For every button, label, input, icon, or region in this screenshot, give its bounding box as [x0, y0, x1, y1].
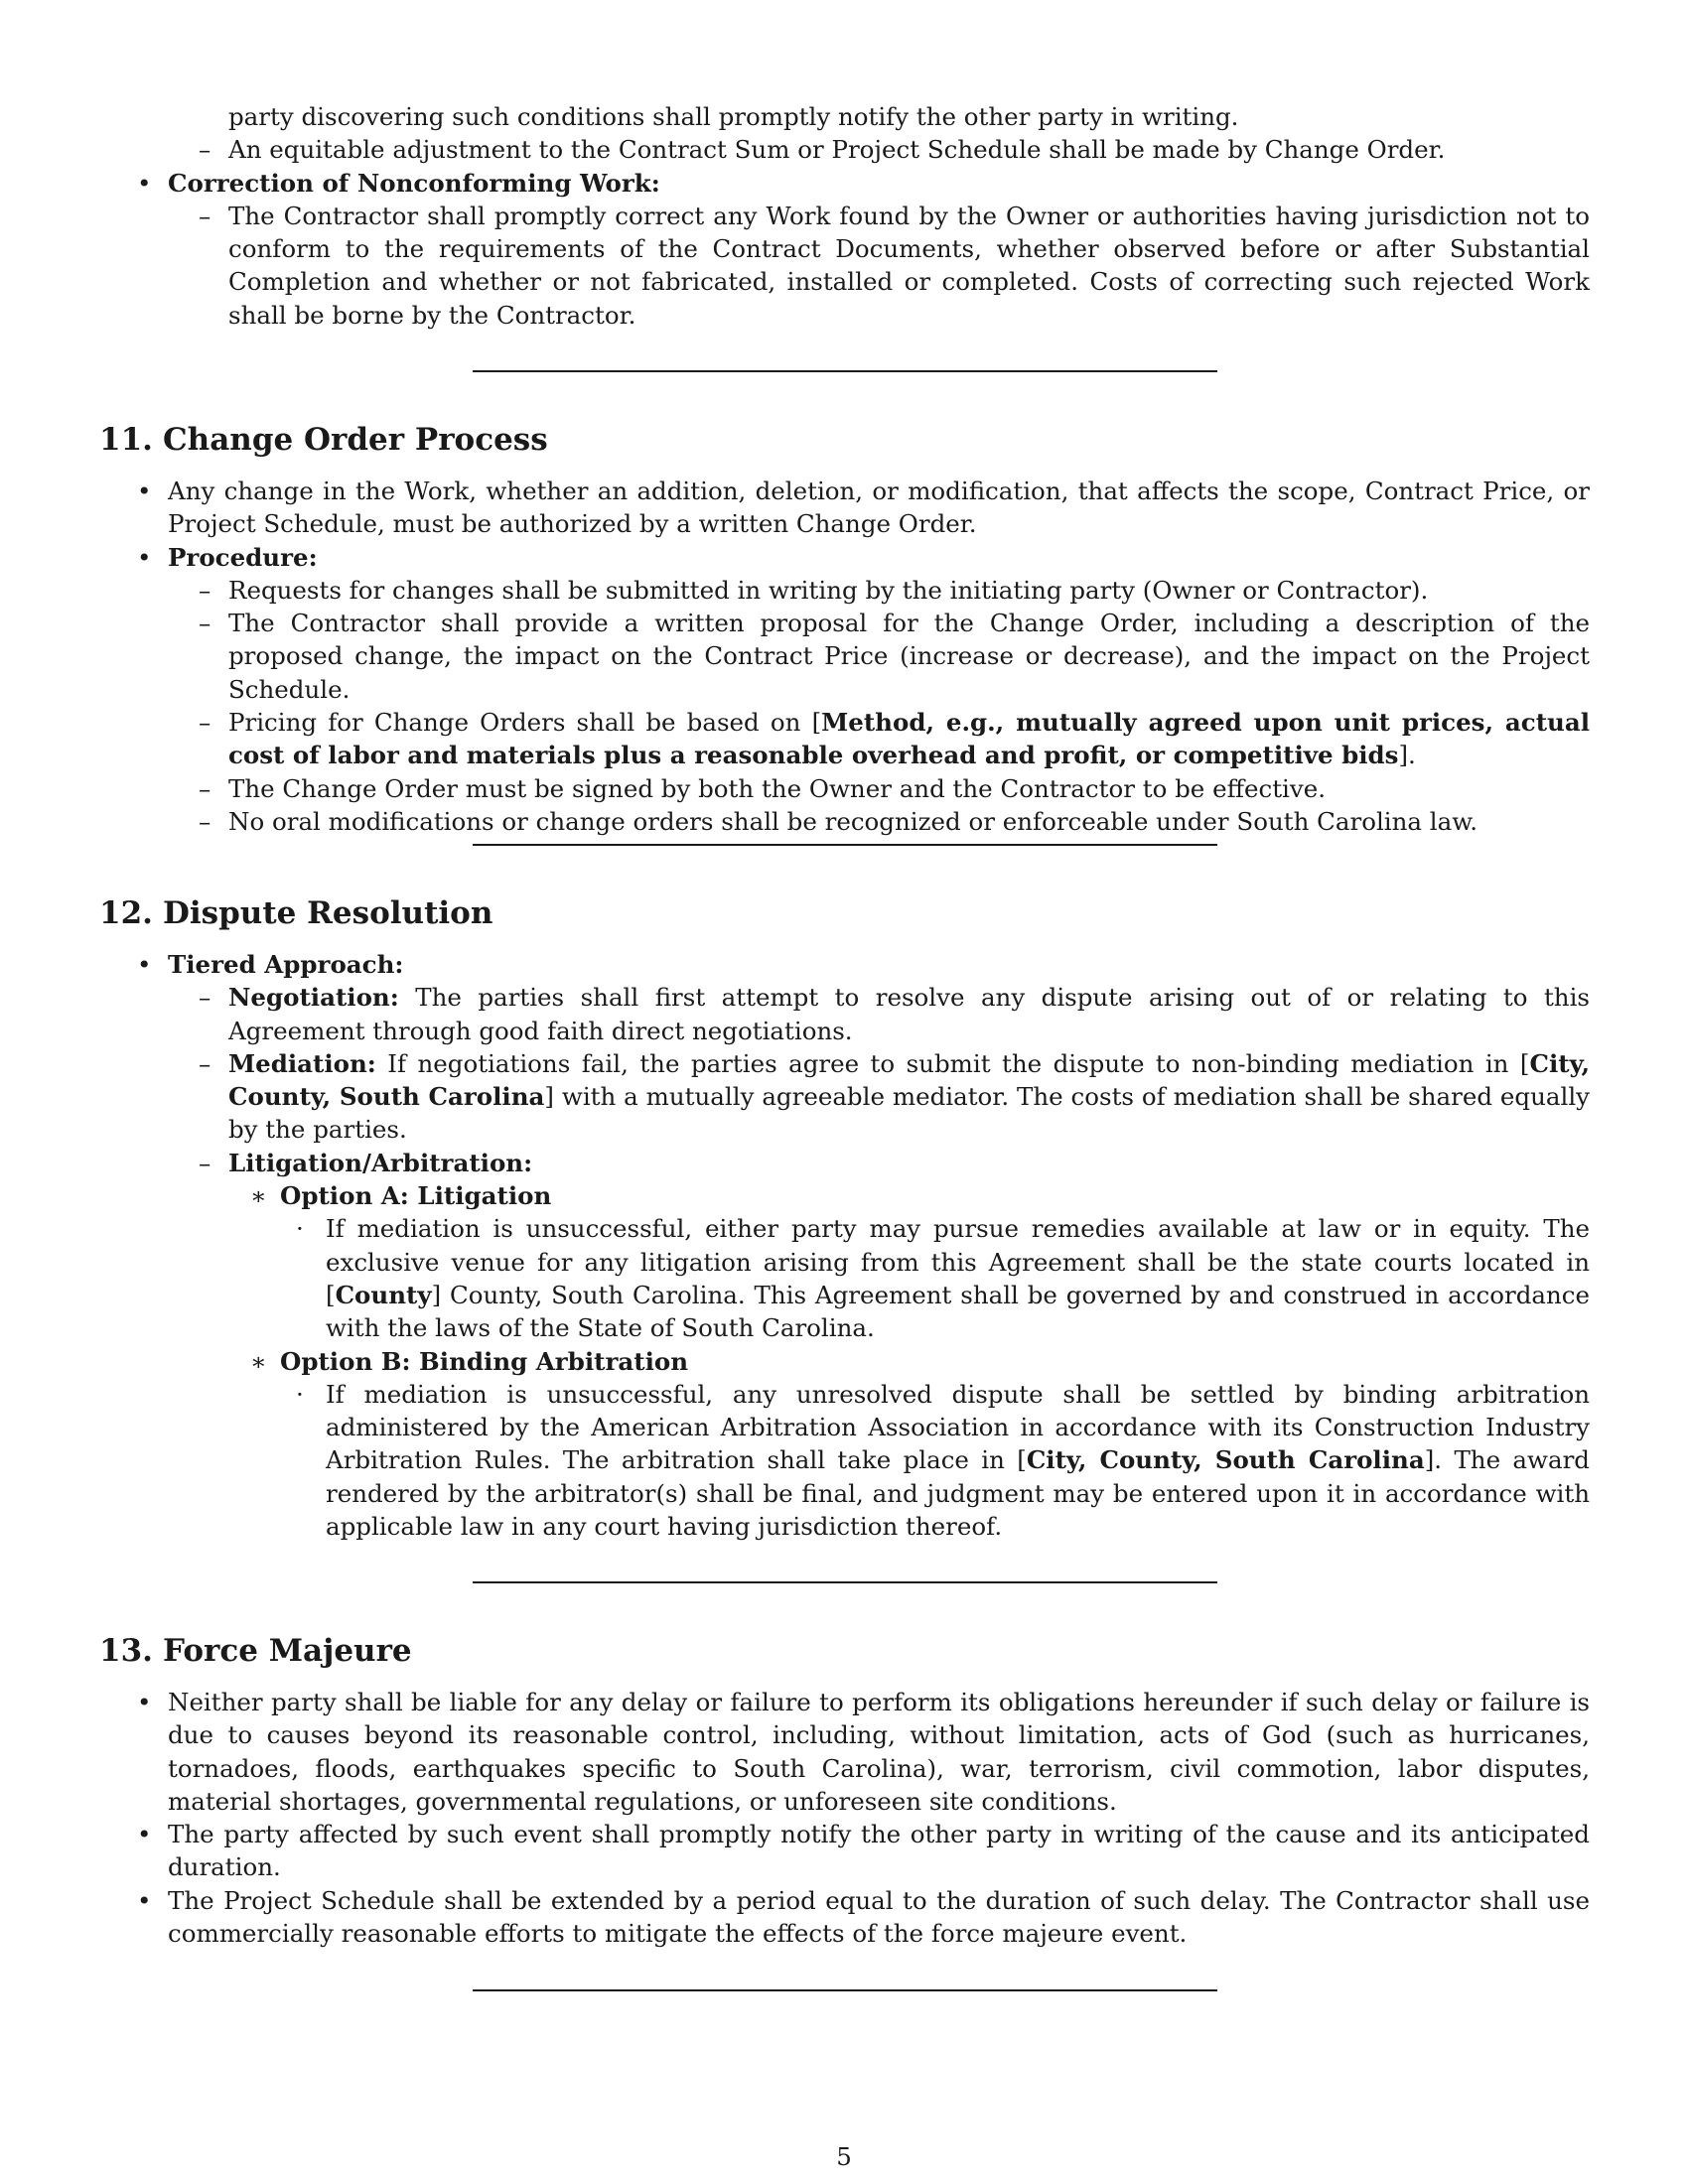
dot-marker: · [296, 1379, 304, 1409]
placeholder-text: City, County, South Carolina [1026, 1445, 1425, 1475]
section-11-body [0, 475, 1688, 838]
placeholder-text: City, County, South Carolina [228, 1048, 1590, 1112]
list-item [0, 167, 1688, 200]
section-title: Change Order Process [163, 422, 548, 458]
dash-marker: – [199, 575, 211, 605]
bullet-marker: • [137, 168, 152, 198]
section-divider [473, 1989, 1217, 1991]
list-item: – The Contractor shall provide a written proposal for the Change Order, including a description of the proposed change, the impact on the Contract Price (increase or decrease), and the impact on the Project Schedule. [199, 609, 1590, 704]
item-label: Tiered Approach: [168, 950, 404, 979]
list-item: · If mediation is unsuccessful, any unresolved dispute shall be settled by binding arbitration administered by the American Arbitration Association in accordance with its Construction Industry Arbitration Rules. The arbitration shall take place in [City, County, South Carolina]. The award rendered by the arbitrator(s) shall be final, and judgment may be entered upon it in accordance with applicable law in any court having jurisdiction thereof. [296, 1379, 1590, 1542]
list-item [0, 541, 1688, 574]
list-item: · If mediation is unsuccessful, either party may pursue remedies available at law or in equity. The exclusive venue for any litigation arising from this Agreement shall be the state courts located in [County] County, South Carolina. This Agreement shall be governed by and construed in accordance with the laws of the State of South Carolina. [296, 1214, 1590, 1343]
list-item: • Any change in the Work, whether an addition, deletion, or modification, that affects the scope, Contract Price, or Project Schedule, must be authorized by a written Change Order. [137, 477, 1590, 539]
section-12-body [0, 948, 1688, 1543]
section-13-body [0, 1686, 1688, 1950]
list-item: • The Project Schedule shall be extended by a period equal to the duration of such delay. The Contractor shall use commercially reasonable efforts to mitigate the effects of the force majeure event. [137, 1885, 1590, 1949]
bullet-marker: • [137, 1820, 152, 1849]
dash-marker: – [199, 201, 211, 230]
section-divider [473, 1581, 1217, 1583]
dash-marker: – [199, 773, 211, 803]
page-number: 5 [836, 2142, 852, 2171]
list-item: – The Change Order must be signed by both the Owner and the Contractor to be effective. [0, 772, 1688, 805]
item-label: Correction of Nonconforming Work: [168, 168, 660, 198]
section-heading: 11. Change Order Process [99, 422, 548, 458]
list-item: – The Contractor shall promptly correct any Work found by the Owner or authorities having jurisdiction not to conform to the requirements of the Contract Documents, whether observed before or after Substantial Completion and whether or not fabricated, installed or completed. Costs of correcting such rejected Work shall be borne by the Contractor. [199, 201, 1590, 330]
dash-marker: – [199, 1048, 211, 1078]
section-title: Force Majeure [163, 1633, 412, 1669]
section-divider [473, 370, 1217, 372]
dash-marker: – [199, 806, 211, 836]
list-item: – An equitable adjustment to the Contract Sum or Project Schedule shall be made by Change Order. [0, 133, 1688, 166]
bullet-marker: • [137, 1688, 152, 1716]
bullet-marker: • [137, 1885, 152, 1915]
dash-marker: – [199, 609, 211, 638]
list-item: – No oral modifications or change orders shall be recognized or enforceable under South Carolina law. [0, 805, 1688, 838]
section-heading: 13. Force Majeure [99, 1633, 412, 1669]
section-10-continuation [0, 100, 1688, 332]
list-item: ∗ Option B: Binding Arbitration [0, 1345, 1688, 1378]
dash-marker: – [199, 135, 211, 165]
list-item: – Mediation: If negotiations fail, the parties agree to submit the dispute to non-binding mediation in [City, County, South Carolina] with a mutually agreeable mediator. The costs of mediation shall be shared equally by the parties. [199, 1048, 1590, 1145]
section-title: Dispute Resolution [163, 895, 493, 931]
star-marker: ∗ [250, 1181, 267, 1211]
list-item: – Negotiation: The parties shall first attempt to resolve any dispute arising out of or relating to this Agreement through good faith direct negotiations. [199, 983, 1590, 1045]
dash-marker: – [199, 708, 211, 738]
section-divider [473, 844, 1217, 846]
list-item: – Litigation/Arbitration: [0, 1147, 1688, 1179]
dash-marker: – [199, 1148, 211, 1177]
dash-marker: – [199, 983, 211, 1013]
item-label: Procedure: [168, 542, 318, 572]
continuation-text: party discovering such conditions shall promptly notify the other party in writing. [228, 102, 1239, 131]
dot-marker: · [296, 1214, 304, 1244]
bullet-marker: • [137, 950, 152, 979]
list-item: – Requests for changes shall be submitted in writing by the initiating party (Owner or Contractor). [0, 574, 1688, 607]
bullet-marker: • [137, 542, 152, 572]
list-item: • Neither party shall be liable for any delay or failure to perform its obligations hereunder if such delay or failure is due to causes beyond its reasonable control, including, without limitation, acts of God (such as hurricanes, tornadoes, floods, earthquakes specific to South Carolina), war, terrorism, civil commotion, labor disputes, material shortages, governmental regulations, or unforeseen site conditions. [137, 1688, 1590, 1816]
list-item [0, 100, 1688, 133]
list-item: • The party affected by such event shall promptly notify the other party in writing of the cause and its anticipated duration. [137, 1820, 1590, 1882]
bullet-marker: • [137, 477, 152, 505]
placeholder-text: County [335, 1280, 432, 1309]
star-marker: ∗ [250, 1346, 267, 1376]
section-heading: 12. Dispute Resolution [99, 895, 493, 931]
list-item [0, 948, 1688, 981]
list-item: – Pricing for Change Orders shall be based on [Method, e.g., mutually agreed upon unit prices, actual cost of labor and materials plus a reasonable overhead and profit, or competitive bids]. [199, 708, 1591, 770]
placeholder-text: Method, e.g., mutually agreed upon unit prices, actual cost of labor and materials plus a reasonable overhead and profit, or competitive bids [228, 708, 1591, 770]
list-item: ∗ Option A: Litigation [0, 1179, 1688, 1212]
